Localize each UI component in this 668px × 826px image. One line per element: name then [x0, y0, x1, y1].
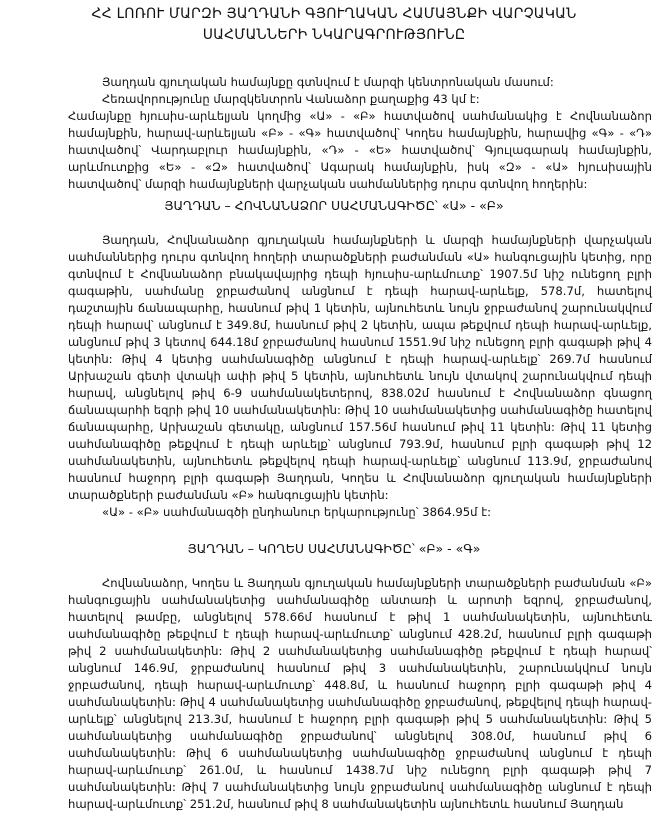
intro-distance: Հեռավորությունը մարզկենտրոն Վանաձոր քաղաքից 43 կմ է:	[102, 92, 480, 106]
title-line-2: ՍԱՀՄԱՆՆԵՐԻ ՆԿԱՐԱԳՐՈՒԹՅՈՒՆԸ	[202, 27, 466, 43]
title-line-1: ՀՀ ԼՈՌՈՒ ՄԱՐԶԻ ՅԱՂԴԱՆԻ ԳՅՈՒՂԱԿԱՆ ՀԱՄԱՅՆՔԻ ՎԱՐՉԱԿԱՆ	[91, 6, 577, 22]
intro-paragraph: Համայնքը հյուսիս-արևելյան կողմից «Ա» - «Բ» հատվածով սահմանակից է Հովնանաձոր համայնքին, հարավ-արևելյան «Բ» - «Գ» հատվածով՝ Կողես համայնքին, հարավից «Գ» - «Դ» հատվածով՝ Վարդաբլուր համայնքին, «Դ» - «Ե» հատվածով՝ Գյուլագարակ համայնքին, արևմուտքից «Ե» - «Զ» հատվածով՝ Ագարակ համայնքին, իսկ «Զ» - «Ա» հյուսիսային հատվածով՝ մարզի համայնքների վարչական սահմաններից դուրս գտնվող հողերին:	[68, 109, 652, 191]
section-1-heading: ՅԱՂԴԱՆ – ՀՈՎՆԱՆԱՁՈՐ ՍԱՀՄԱՆԱԳԻԾԸ՝ «Ա» - «Բ»	[164, 198, 504, 213]
section-1-body	[68, 232, 652, 521]
section-1-total-length: «Ա» - «Բ» սահմանագծի ընդհանուր երկարությունը՝ 3864.95մ է:	[102, 505, 492, 519]
section-2-body	[68, 575, 652, 813]
intro-section	[68, 74, 652, 193]
intro-location: Յաղդան գյուղական համայնքը գտնվում է մարզի կենտրոնական մասում:	[102, 75, 554, 89]
document-title	[0, 4, 668, 46]
section-2-paragraph: Հովնանաձոր, Կողես և Յաղդան գյուղական համայնքների տարածքների բաժանման «Բ» հանգուցային սահմանակետից սահմանագիծը անտառի և արոտի եզրով, ջրբաժանով, հատելով թամբը, անցնելով 578.66մ հասնում է թիվ 1 սահմանակետին, այնուհետև սահմանագիծը թեքվում է դեպի հարավ-արևմուտք՝ անցնում 428.2մ, հասնում բլրի գագաթի թիվ 2 սահմանակետին: Թիվ 2 սահմանակետից սահմանագիծը թեքվում է դեպի հարավ՝ անցնում 146.9մ, ջրբաժանով հասնում թիվ 3 սահմանակետին, շարունակվում նույն ջրբաժանով, դեպի հարավ-արևմուտք՝ 448.8մ, և հասնում հաջորդ բլրի գագաթի թիվ 4 սահմանակետին: Թիվ 4 սահմանակետից սահմանագիծը ջրբաժանով, թեքվելով դեպի հարավ-արևելք՝ անցնելով 213.3մ, հասնում է հաջորդ բլրի գագաթի թիվ 5 սահմանակետին: Թիվ 5 սահմանակետից սահմանագիծը ջրբաժանով՝ անցնելով 308.0մ, հասնում թիվ 6 սահմանակետին: Թիվ 6 սահմանակետից սահմանագիծը ջրբաժանով անցնում է դեպի հարավ-արևմուտք՝ 261.0մ, և հասնում 1438.7մ նիշ ունեցող բլրի գագաթի թիվ 7 սահմանակետին: Թիվ 7 սահմանակետից նույն ջրբաժանով սահմանագիծը անցնում է դեպի հարավ-արևմուտք՝ 251.2մ, հասնում թիվ 8 սահմանակետին այնուհետև հասնում Յաղդան	[68, 576, 652, 811]
section-1-paragraph: Յաղդան, Հովնանաձոր գյուղական համայնքների և մարզի համայնքների վարչական սահմաններից դուրս գտնվող հողերի տարածքների բաժանման «Ա» հանգուցային կետից, որը գտնվում է Հովնանաձոր բնակավայրից դեպի հյուսիս-արևմուտք՝ 1907.5մ նիշ ունեցող բլրի գագաթին, սահմանը ջրբաժանով անցնում է դեպի հարավ-արևելք, 578.7մ, հատելով դաշտային ճանապարհը, հասնում թիվ 1 կետին, այնուհետև նույն ջրբաժանով շարունակվում դեպի հարավ՝ անցնում է 349.8մ, հասնում թիվ 2 կետին, ապա թեքվում դեպի հարավ-արևելք, անցնում թիվ 3 կետով 644.18մ ջրբաժանով հասնում 1551.9մ նիշ ունեցող բլրի գագաթի թիվ 4 կետին: Թիվ 4 կետից սահմանագիծը անցնում է դեպի հարավ-արևելք՝ 269.7մ հասնում Արխաշան գետի վտակի ափի թիվ 5 կետին, այնուհետև նույն վտակով շարունակվում դեպի հարավ, անցնելով թիվ 6-9 սահմանակետերով, 838.02մ հասնում է Հովնանաձոր գնացող ճանապարհի եզրի թիվ 10 սահմանակետին: Թիվ 10 սահմանակետից սահմանագիծը հատելով ճանապարհը, Արխաշան գետակը, անցնում 157.56մ հասնում թիվ 11 կետին: Թիվ 11 կետից սահմանագիծը թեքվում է դեպի արևելք՝ անցնում 793.9մ, հասնում բլրի գագաթի թիվ 12 սահմանակետին, այնուհետև թեքվելով դեպի հարավ-արևելք՝ անցնում 113.9մ, ջրբաժանով հասնում հաջորդ բլրի գագաթի Յաղդան, Կողես և Հովնանաձոր գյուղական համայնքների տարածքների բաժանման «Բ» հանգուցային կետին:	[68, 233, 652, 502]
section-2-heading: ՅԱՂԴԱՆ – ԿՈՂԵՍ ՍԱՀՄԱՆԱԳԻԾԸ՝ «Բ» - «Գ»	[187, 541, 481, 556]
